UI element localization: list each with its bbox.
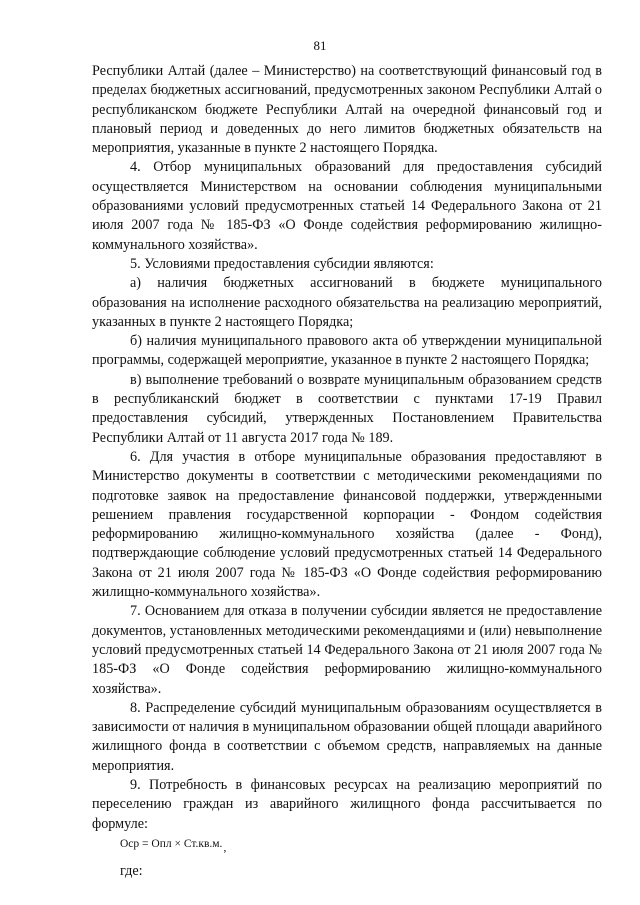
page-number: 81	[313, 38, 327, 53]
formula-expression: Оср = Опл × Ст.кв.м.	[120, 837, 223, 850]
formula	[120, 836, 602, 858]
paragraph-continuation: Республики Алтай (далее – Министерство) на соответствующий финансовый год в пределах бюджетных ассигнований, предусмотренных законом Республики Алтай о республиканском бюджете Республики Алтай на очередной финансовый год и плановый период и доведенных до него лимитов бюджетных обязательств на мероприятия, указанные в пункте 2 настоящего Порядка.	[92, 63, 602, 157]
paragraph-item-5c: в) выполнение требований о возврате муниципальным образованием средств в республиканский бюджет в соответствии с пунктами 17-19 Правил предоставления субсидий, утвержденных Постановлением Правительства Республики Алтай от 11 августа 2017 года № 189.	[92, 371, 602, 446]
document-body	[92, 62, 602, 881]
paragraph-item-9: 9. Потребность в финансовых ресурсах на реализацию мероприятий по переселению граждан из аварийного жилищного фонда рассчитывается по формуле:	[92, 776, 602, 832]
where-label: где:	[120, 862, 143, 879]
paragraph-item-5b: б) наличия муниципального правового акта об утверждении муниципальной программы, содержащей мероприятие, указанное в пункте 2 настоящего Порядка;	[92, 333, 602, 369]
paragraph-item-5a: а) наличия бюджетных ассигнований в бюджете муниципального образования на исполнение расходного обязательства на реализацию мероприятий, указанных в пункте 2 настоящего Порядка;	[92, 275, 602, 330]
paragraph-item-6: 6. Для участия в отборе муниципальные образования предоставляют в Министерство документы в соответствии с методическими рекомендациями по подготовке заявок на предоставление финансовой поддержки, утвержденными решением правления государственной корпорации - Фондом содействия реформированию жилищно-коммунального хозяйства (далее - Фонд), подтверждающие соблюдение условий предусмотренных статьей 14 Федерального Закона от 21 июля 2007 года № 185-ФЗ «О Фонде содействия реформированию жилищно-коммунального хозяйства».	[92, 448, 602, 601]
paragraph-item-8: 8. Распределение субсидий муниципальным образованиям осуществляется в зависимости от наличия в муниципальном образовании общей площади аварийного жилищного фонда в соответствии с объемом средств, направляемых на данные мероприятия.	[92, 699, 602, 774]
paragraph-item-4: 4. Отбор муниципальных образований для предоставления субсидий осуществляется Министерством на основании соблюдения муниципальными образованиями условий предусмотренных статьей 14 Федерального Закона от 21 июля 2007 года № 185-ФЗ «О Фонде содействия реформированию жилищно-коммунального хозяйства».	[92, 159, 602, 253]
paragraph-item-5: 5. Условиями предоставления субсидии являются:	[130, 255, 434, 272]
formula-comma: ,	[223, 841, 227, 854]
paragraph-item-7: 7. Основанием для отказа в получении субсидии является не предоставление документов, установленных методическими рекомендациями и (или) невыполнение условий предусмотренных статьей 14 Федерального Закона от 21 июля 2007 года № 185-ФЗ «О Фонде содействия реформированию жилищно-коммунального хозяйства».	[92, 603, 602, 697]
